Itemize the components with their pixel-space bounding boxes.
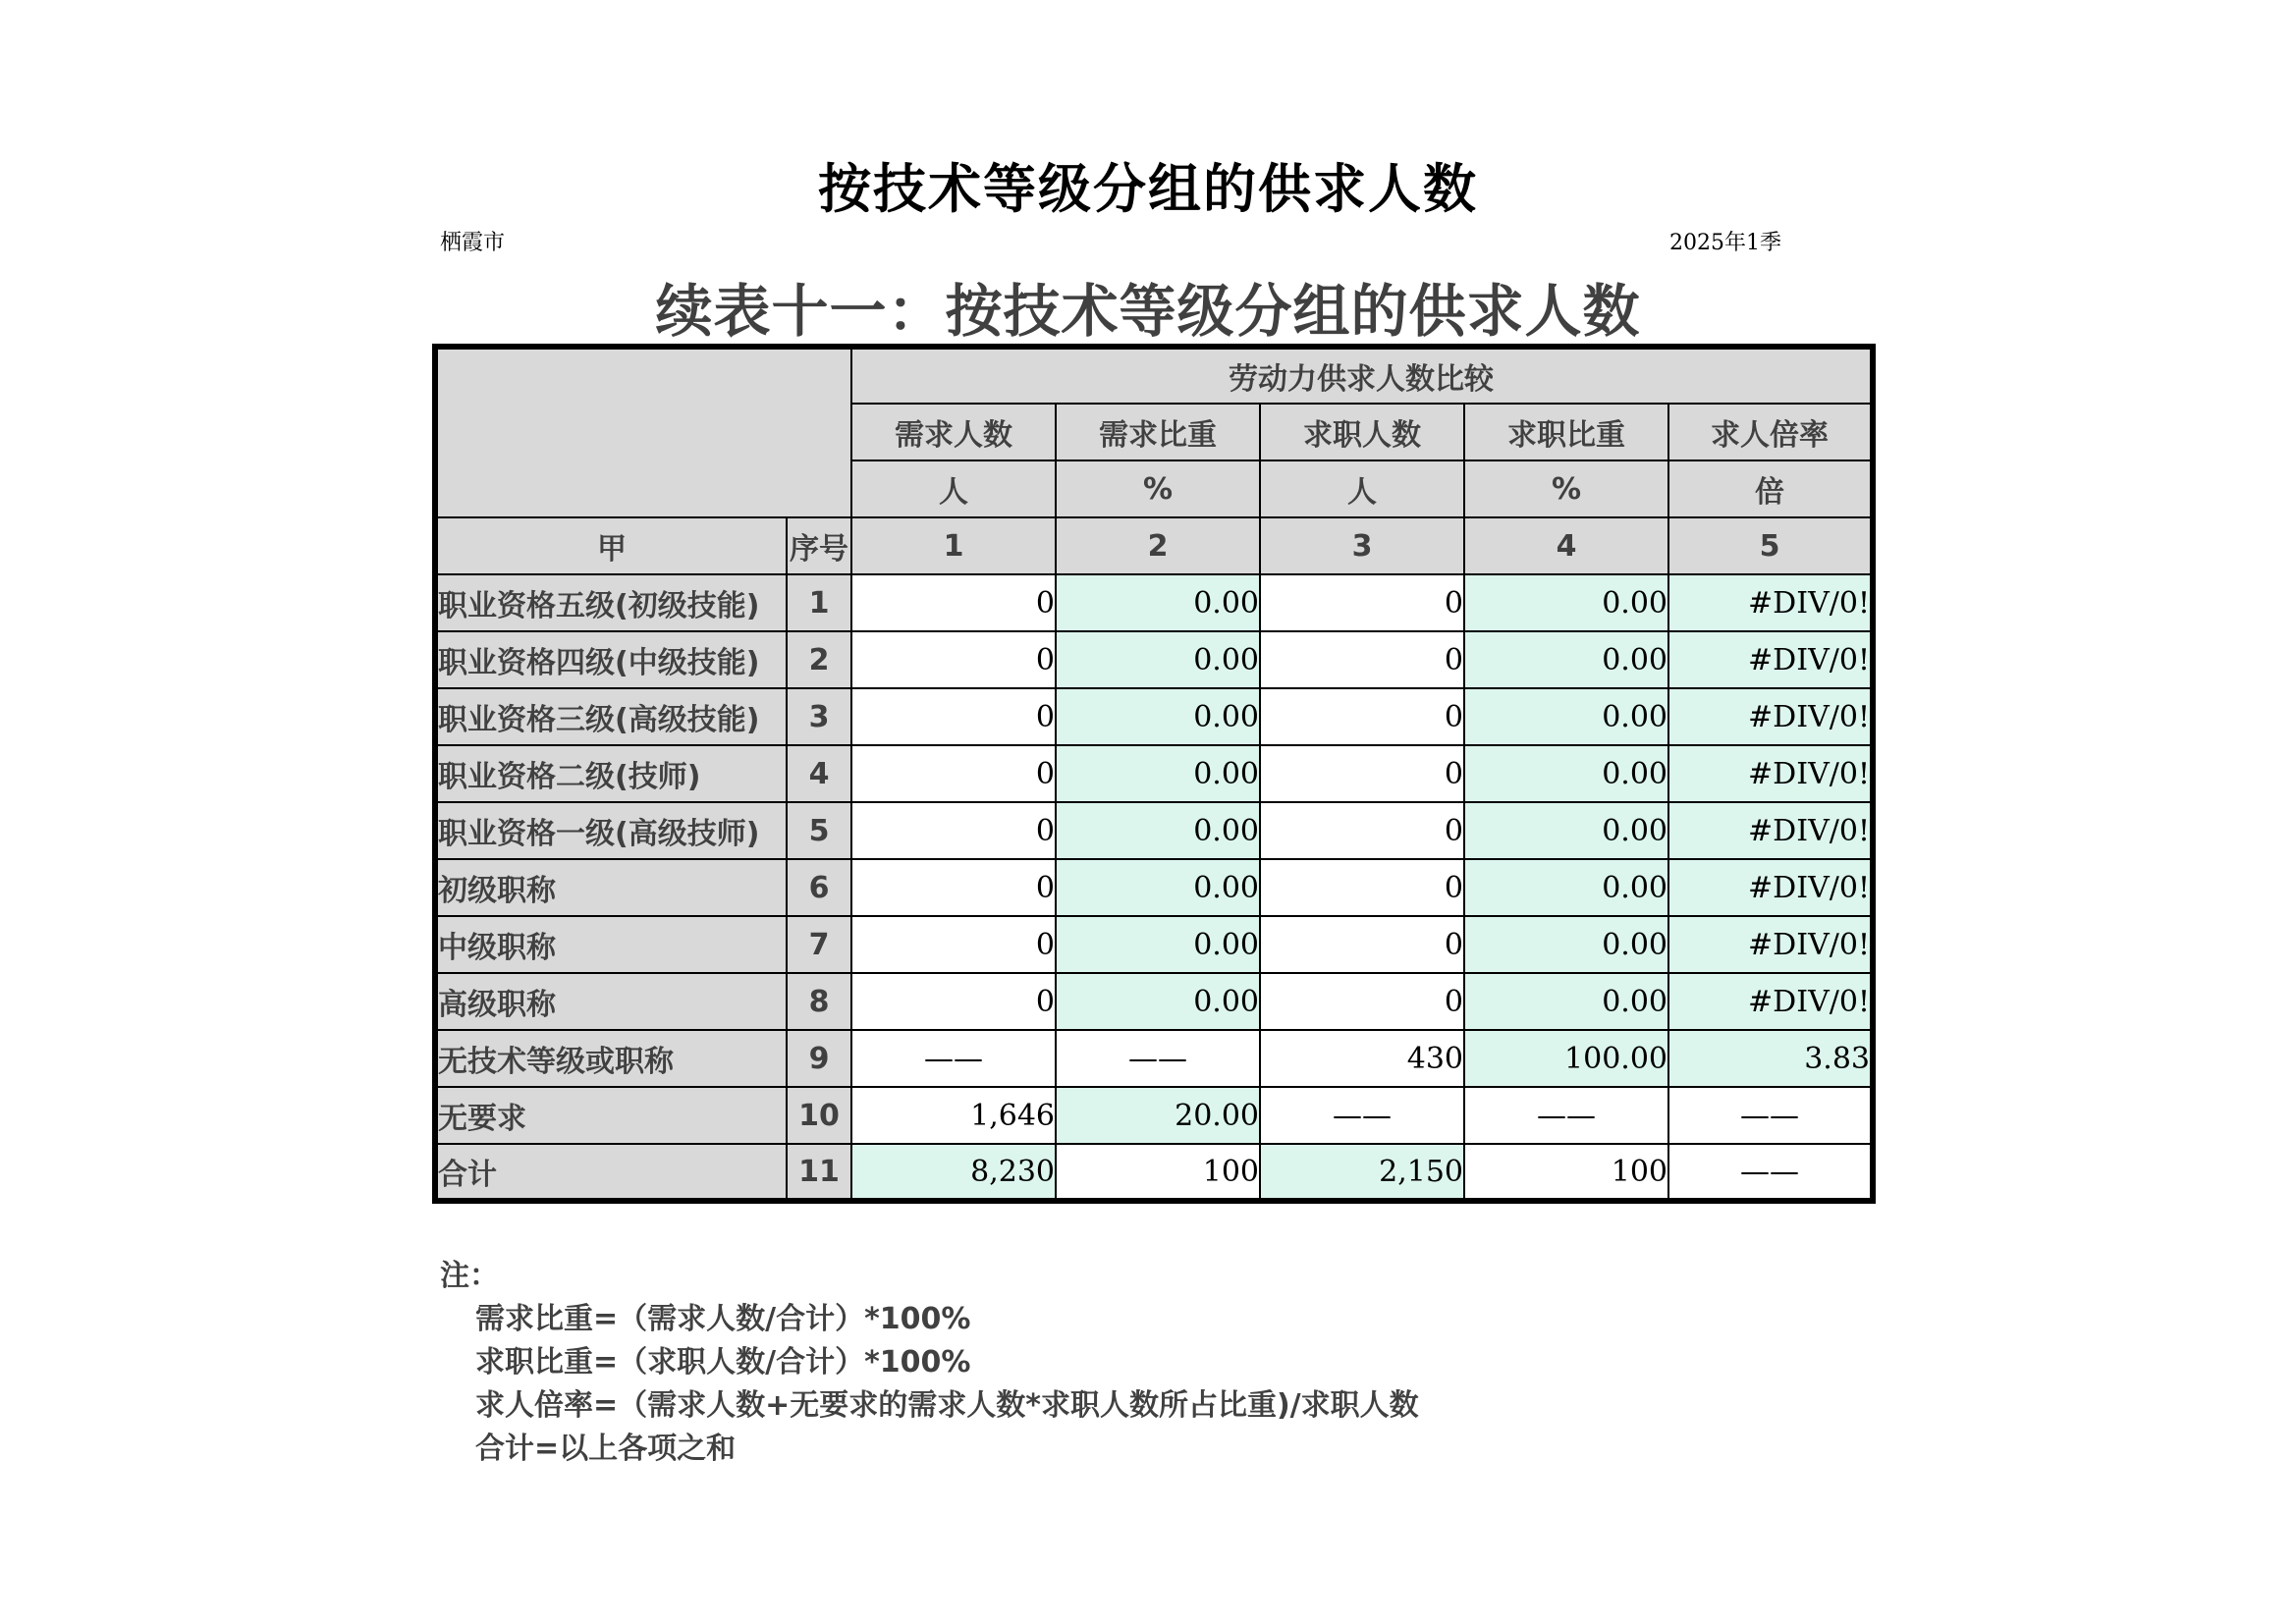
cell-demand-share: 100 [1056,1144,1260,1201]
column-index: 4 [1464,517,1668,574]
cell-demand-share: —— [1056,1030,1260,1087]
cell-demand-share: 0.00 [1056,631,1260,688]
cell-ratio: #DIV/0! [1668,802,1873,859]
seq-column-header: 序号 [787,517,851,574]
notes-heading: 注： [440,1259,499,1293]
cell-demand-share: 0.00 [1056,745,1260,802]
row-label: 合计 [435,1144,787,1201]
cell-seeker-count: 0 [1260,973,1464,1030]
cell-seeker-count: 2,150 [1260,1144,1464,1201]
row-number: 9 [787,1030,851,1087]
row-label: 高级职称 [435,973,787,1030]
table-row [435,631,1873,688]
column-header: 需求人数 [851,404,1056,460]
header-corner [435,347,851,517]
column-unit: 人 [1260,460,1464,517]
cell-seeker-share: 100.00 [1464,1030,1668,1087]
cell-seeker-share: 100 [1464,1144,1668,1201]
note-line: 合计=以上各项之和 [475,1432,737,1466]
cell-ratio: 3.83 [1668,1030,1873,1087]
cell-demand-count: 0 [851,859,1056,916]
cell-ratio: #DIV/0! [1668,745,1873,802]
cell-seeker-count: —— [1260,1087,1464,1144]
table-row [435,1030,1873,1087]
row-number: 4 [787,745,851,802]
cell-demand-share: 0.00 [1056,859,1260,916]
column-unit: % [1464,460,1668,517]
cell-seeker-share: 0.00 [1464,802,1668,859]
cell-ratio: #DIV/0! [1668,973,1873,1030]
cell-seeker-count: 0 [1260,631,1464,688]
table-row [435,916,1873,973]
cell-demand-count: 8,230 [851,1144,1056,1201]
supply-demand-table [432,344,1876,1204]
column-index: 1 [851,517,1056,574]
notes-section [440,1255,1419,1471]
cell-demand-count: 0 [851,973,1056,1030]
cell-ratio: #DIV/0! [1668,574,1873,631]
cell-demand-share: 0.00 [1056,916,1260,973]
row-label: 初级职称 [435,859,787,916]
column-index: 3 [1260,517,1464,574]
cell-seeker-share: 0.00 [1464,631,1668,688]
group-header: 劳动力供求人数比较 [851,347,1873,404]
cell-ratio: —— [1668,1087,1873,1144]
table-row [435,745,1873,802]
row-number: 7 [787,916,851,973]
cell-demand-count: 0 [851,802,1056,859]
cell-seeker-share: 0.00 [1464,973,1668,1030]
row-label: 中级职称 [435,916,787,973]
cell-seeker-share: —— [1464,1087,1668,1144]
row-number: 5 [787,802,851,859]
cell-ratio: —— [1668,1144,1873,1201]
row-number: 10 [787,1087,851,1144]
cell-seeker-share: 0.00 [1464,688,1668,745]
note-line: 求职比重=（求职人数/合计）*100% [475,1345,971,1380]
column-unit: 人 [851,460,1056,517]
cell-seeker-share: 0.00 [1464,859,1668,916]
table-row [435,973,1873,1030]
label-column-header: 甲 [435,517,787,574]
table-row [435,802,1873,859]
cell-seeker-count: 0 [1260,574,1464,631]
cell-demand-share: 0.00 [1056,973,1260,1030]
row-label: 职业资格一级(高级技师) [435,802,787,859]
cell-seeker-share: 0.00 [1464,574,1668,631]
cell-demand-count: 0 [851,916,1056,973]
table-row [435,574,1873,631]
period-label: 2025年1季 [1669,231,1781,255]
table-title: 续表十一：按技术等级分组的供求人数 [655,278,1641,345]
cell-seeker-count: 0 [1260,745,1464,802]
cell-seeker-count: 430 [1260,1030,1464,1087]
row-number: 8 [787,973,851,1030]
cell-ratio: #DIV/0! [1668,631,1873,688]
row-number: 6 [787,859,851,916]
column-index: 2 [1056,517,1260,574]
row-label: 职业资格二级(技师) [435,745,787,802]
cell-demand-share: 0.00 [1056,688,1260,745]
row-number: 11 [787,1144,851,1201]
cell-seeker-share: 0.00 [1464,745,1668,802]
cell-demand-share: 0.00 [1056,802,1260,859]
cell-demand-count: 1,646 [851,1087,1056,1144]
table-row [435,1144,1873,1201]
cell-demand-count: 0 [851,574,1056,631]
cell-demand-share: 0.00 [1056,574,1260,631]
cell-seeker-share: 0.00 [1464,916,1668,973]
row-label: 职业资格三级(高级技能) [435,688,787,745]
column-header: 需求比重 [1056,404,1260,460]
column-unit: % [1056,460,1260,517]
row-number: 3 [787,688,851,745]
row-label: 无要求 [435,1087,787,1144]
column-header: 求人倍率 [1668,404,1873,460]
cell-demand-count: 0 [851,688,1056,745]
cell-seeker-count: 0 [1260,802,1464,859]
cell-demand-count: 0 [851,631,1056,688]
region-label: 栖霞市 [440,231,506,255]
column-header: 求职人数 [1260,404,1464,460]
row-number: 2 [787,631,851,688]
table-row [435,688,1873,745]
cell-ratio: #DIV/0! [1668,916,1873,973]
note-line: 需求比重=（需求人数/合计）*100% [475,1302,971,1336]
cell-seeker-count: 0 [1260,688,1464,745]
column-unit: 倍 [1668,460,1873,517]
note-line: 求人倍率=（需求人数+无要求的需求人数*求职人数所占比重)/求职人数 [475,1388,1419,1423]
row-label: 无技术等级或职称 [435,1030,787,1087]
column-header: 求职比重 [1464,404,1668,460]
row-label: 职业资格四级(中级技能) [435,631,787,688]
cell-ratio: #DIV/0! [1668,859,1873,916]
row-label: 职业资格五级(初级技能) [435,574,787,631]
cell-demand-count: —— [851,1030,1056,1087]
cell-seeker-count: 0 [1260,916,1464,973]
column-index: 5 [1668,517,1873,574]
table-row [435,859,1873,916]
table-row [435,1087,1873,1144]
row-number: 1 [787,574,851,631]
cell-demand-share: 20.00 [1056,1087,1260,1144]
cell-ratio: #DIV/0! [1668,688,1873,745]
cell-demand-count: 0 [851,745,1056,802]
cell-seeker-count: 0 [1260,859,1464,916]
page-title: 按技术等级分组的供求人数 [818,157,1478,220]
